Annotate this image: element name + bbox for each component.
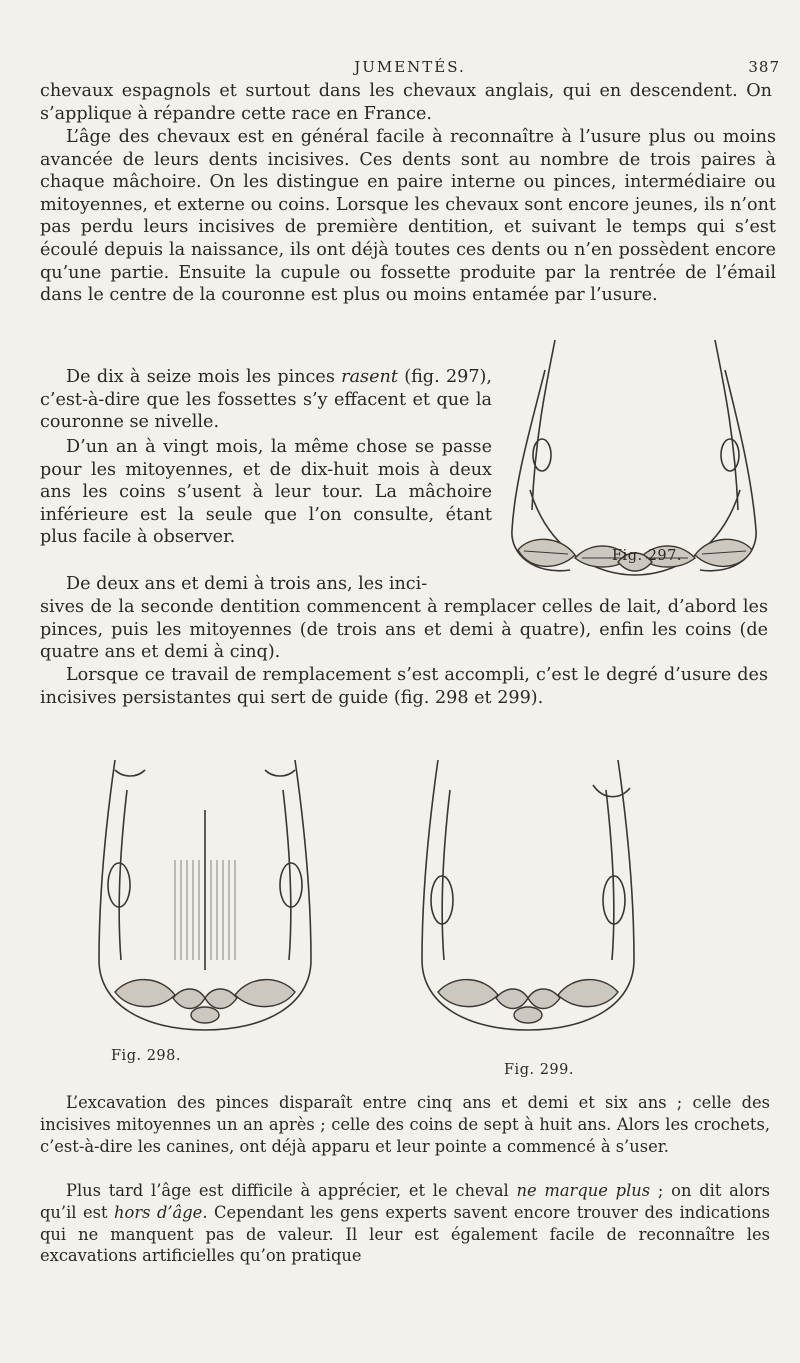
paragraph-2 [40, 126, 776, 307]
paragraph-5-rest: sives de la seconde dentition commencent à remplacer celles de lait, d’abord les pinces, puis les mitoyennes (de trois ans et demi à quatre), enfin les coins (de quatre ans et demi à cinq). [40, 597, 768, 663]
paragraph-3-text-a: De dix à seize mois les pinces [66, 367, 342, 387]
paragraph-8 [40, 1180, 770, 1267]
figure-299-caption: Fig. 299. [504, 1062, 574, 1078]
figure-298-caption: Fig. 298. [111, 1048, 181, 1064]
running-head [40, 58, 780, 80]
paragraph-8-text-c: . Cependant les gens experts savent encore trouver des indications qui ne manquent pas de valeur. Il leur est également facile de reconnaître les excavations artificielles qu’on pratique [40, 1202, 770, 1266]
paragraph-1: chevaux espagnols et surtout dans les chevaux anglais, qui en descendent. On s’applique à répandre cette race en France. [40, 81, 772, 124]
figure-299-jaw-drawing [398, 730, 658, 1040]
running-head-title: JUMENTÉS. [354, 58, 466, 76]
figure-299 [398, 730, 658, 1078]
page-number: 387 [748, 58, 780, 76]
figure-298 [75, 730, 335, 1064]
paragraph-8-italic-b: hors d’âge [114, 1202, 203, 1222]
figure-297-caption: Fig. 297. [612, 548, 682, 564]
paragraph-3-text-b: (fig. 297), c’est-à-dire que les fossettes s’y effacent et que la couronne se nivelle. [40, 367, 492, 433]
paragraph-8-text-b: ; on dit alors qu’il est [40, 1181, 770, 1222]
figure-298-jaw-drawing [75, 730, 335, 1040]
paragraph-5-first-line: De deux ans et demi à trois ans, les inci- [66, 574, 428, 594]
paragraph-7: L’excavation des pinces disparaît entre cinq ans et demi et six ans ; celle des incisives mitoyennes un an après ; celle des coins de sept à huit ans. Alors les crochets, c’est-à-dire les canines, ont déjà apparu et leur pointe a commencé à s’user. [40, 1093, 770, 1156]
paragraph-4: D’un an à vingt mois, la même chose se passe pour les mitoyennes, et de dix-huit mois à deux ans les coins s’usent à leur tour. La mâchoire inférieure est la seule que l’on consulte, étant plus facile à observer. [40, 437, 492, 548]
paragraph-2-text: L’âge des chevaux est en général facile à reconnaître à l’usure plus ou moins avancée de leurs dents incisives. Ces dents sont au nombre de trois paires à chaque mâchoire. On les distingue en paire interne ou pinces, intermédiaire ou mitoyennes, et externe ou coins. Lorsque les chevaux sont encore jeunes, ils n’ont pas perdu leurs incisives de première dentition, et suivant le temps qui s’est écoulé depuis la naissance, ils ont déjà toutes ces dents ou n’en possèdent encore qu’une partie. Ensuite la cupule ou fossette produite par la rentrée de l’émail dans le centre de la couronne est plus ou moins entamée par l’usure. [40, 127, 776, 306]
paragraph-8-italic-a: ne marque plus [516, 1181, 651, 1200]
paragraph-3-italic: rasent [341, 367, 398, 387]
paragraph-6: Lorsque ce travail de remplacement s’est accompli, c’est le degré d’usure des incisives persistantes qui sert de guide (fig. 298 et 299). [40, 665, 768, 708]
figure-297-jaw-drawing [490, 330, 780, 580]
figure-297 [490, 330, 780, 580]
paragraph-8-text-a: Plus tard l’âge est difficile à apprécier, et le cheval [66, 1181, 517, 1200]
paragraph-3 [40, 366, 492, 434]
